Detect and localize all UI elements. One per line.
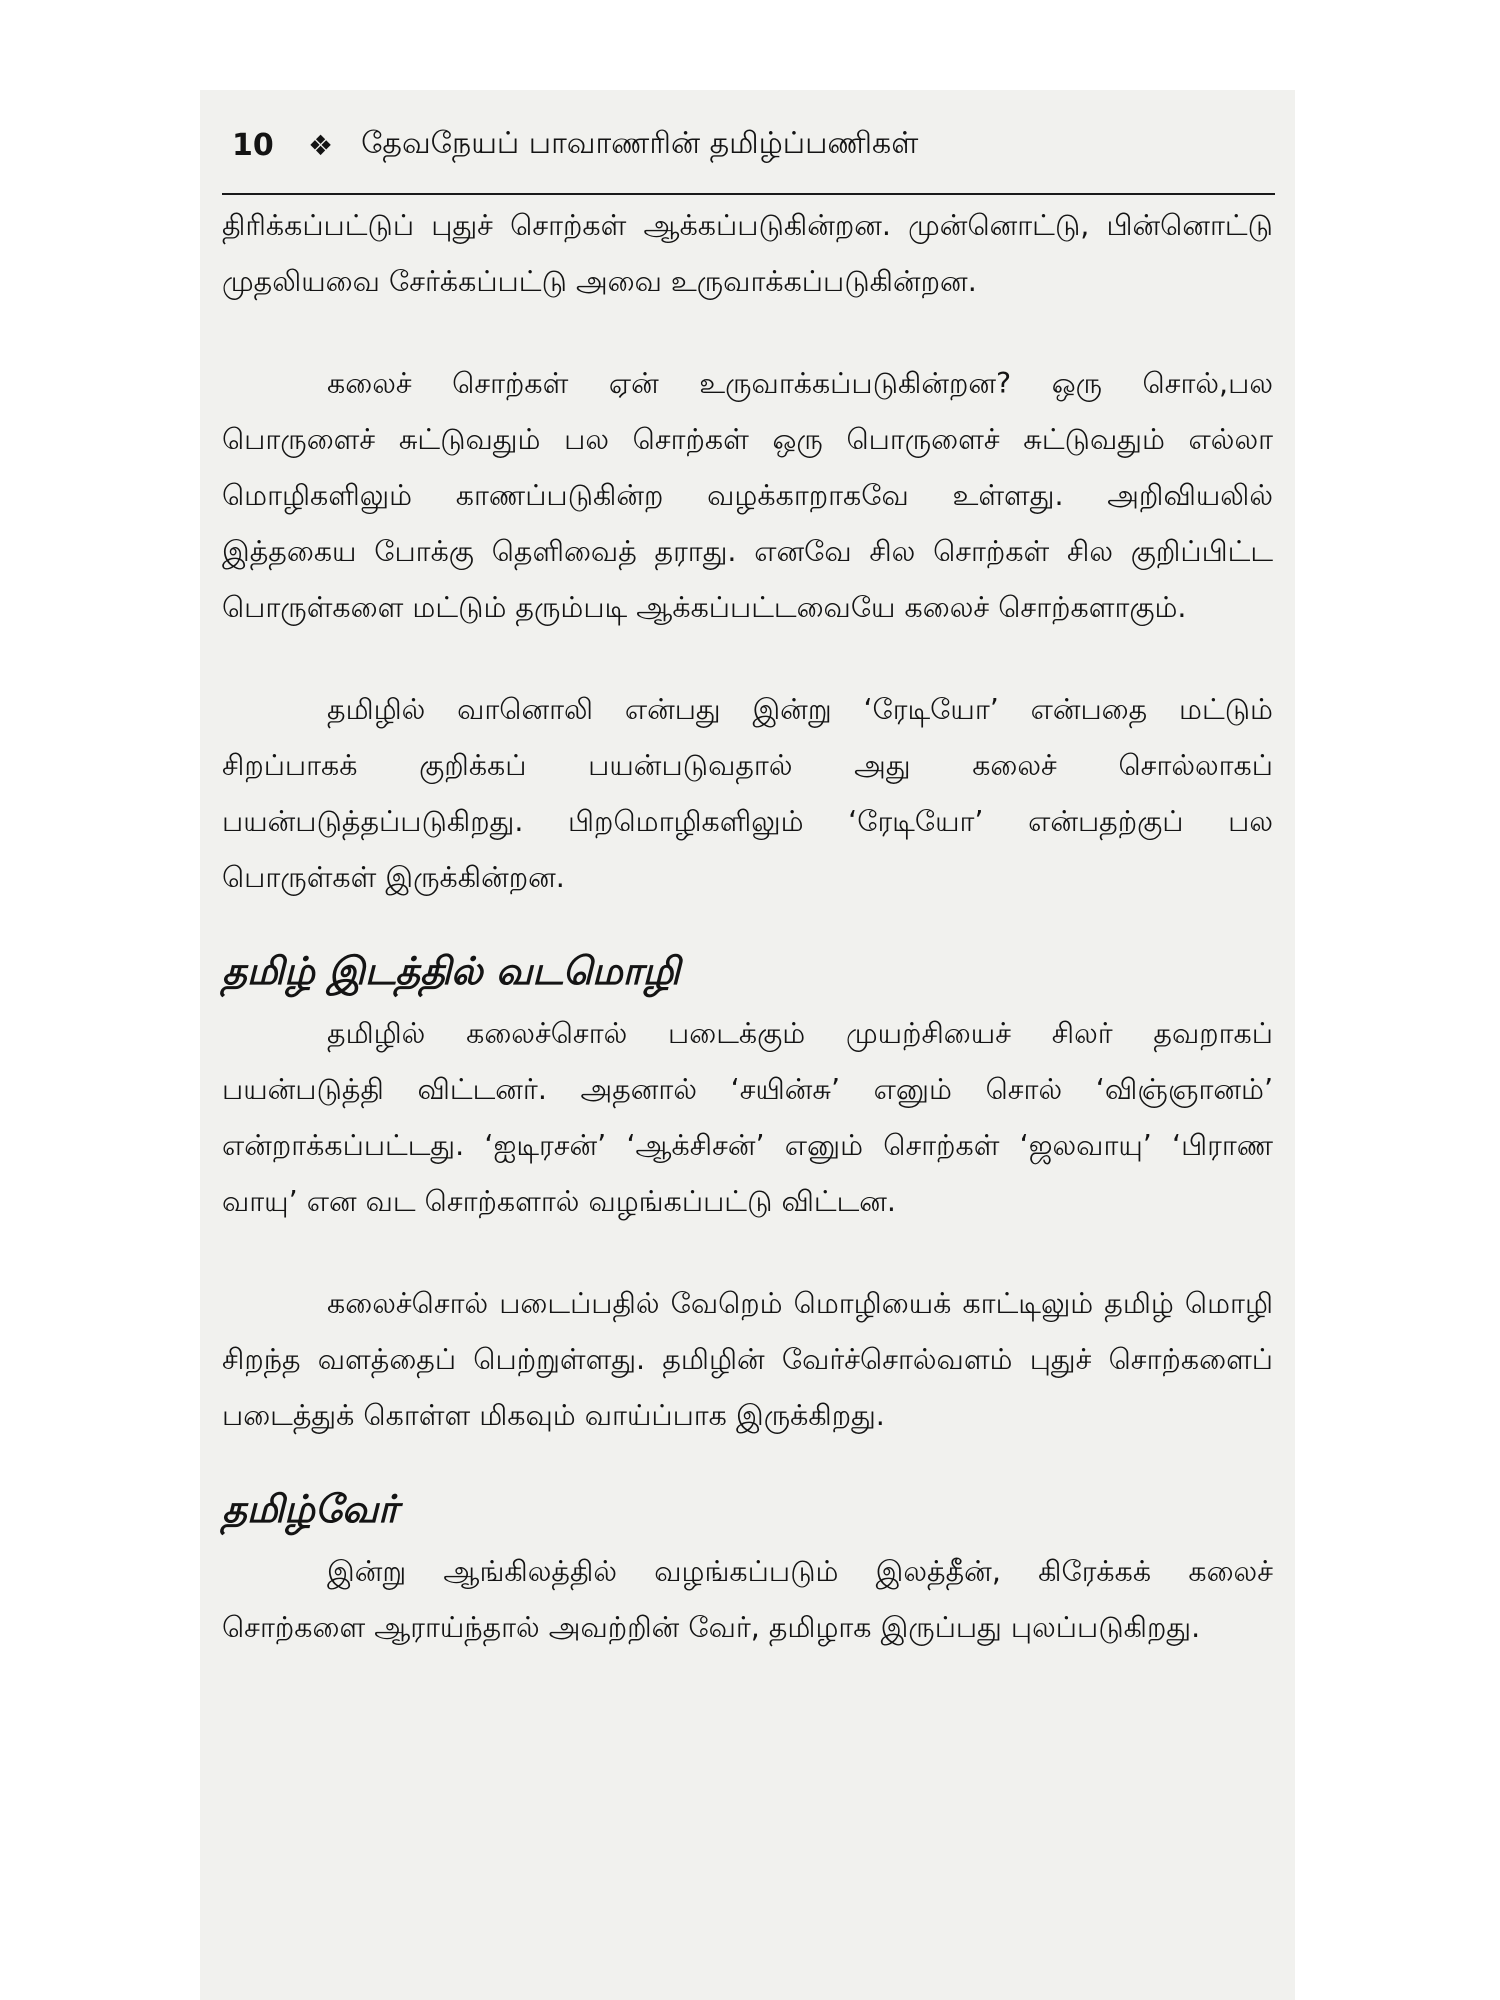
paragraph: தமிழில் வானொலி என்பது இன்று ‘ரேடியோ’ என்பதை மட்டும் சிறப்பாகக் குறிக்கப் பயன்படுவதால் அது கலைச் சொல்லாகப் பயன்படுத்தப்படுகிறது. பிறமொழிகளிலும் ‘ரேடியோ’ என்பதற்குப் பல பொருள்கள் இருக்கின்றன. xyxy=(222,693,1273,894)
ornament-icon: ❖ xyxy=(308,128,334,162)
paragraph-continued: திரிக்கப்பட்டுப் புதுச் சொற்கள் ஆக்கப்படுகின்றன. முன்னொட்டு, பின்னொட்டு முதலியவை சேர்க்கப்பட்டு அவை உருவாக்கப்படுகின்றன. xyxy=(222,209,1273,298)
page-body xyxy=(222,198,1273,1656)
section-heading: தமிழ் இடத்தில் வடமொழி xyxy=(222,949,680,993)
paragraph: கலைச் சொற்கள் ஏன் உருவாக்கப்படுகின்றன? ஒரு சொல்,பல பொருளைச் சுட்டுவதும் பல சொற்கள் ஒரு பொருளைச் சுட்டுவதும் எல்லா மொழிகளிலும் காணப்படுகின்ற வழக்காறாகவே உள்ளது. அறிவியலில் இத்தகைய போக்கு தெளிவைத் தராது. எனவே சில சொற்கள் சில குறிப்பிட்ட பொருள்களை மட்டும் தரும்படி ஆக்கப்பட்டவையே கலைச் சொற்களாகும். xyxy=(222,367,1273,624)
paragraph: தமிழில் கலைச்சொல் படைக்கும் முயற்சியைச் சிலர் தவறாகப் பயன்படுத்தி விட்டனர். அதனால் ‘சயின்சு’ எனும் சொல் ‘விஞ்ஞானம்’ என்றாக்கப்பட்டது. ‘ஐடிரசன்’ ‘ஆக்சிசன்’ எனும் சொற்கள் ‘ஜலவாயு’ ‘பிராண வாயு’ என வட சொற்களால் வழங்கப்பட்டு விட்டன. xyxy=(222,1017,1273,1218)
section-heading: தமிழ்வேர் xyxy=(222,1487,398,1531)
paragraph: கலைச்சொல் படைப்பதில் வேறெம் மொழியைக் காட்டிலும் தமிழ் மொழி சிறந்த வளத்தைப் பெற்றுள்ளது. தமிழின் வேர்ச்சொல்வளம் புதுச் சொற்களைப் படைத்துக் கொள்ள மிகவும் வாய்ப்பாக இருக்கிறது. xyxy=(222,1287,1273,1432)
header-rule xyxy=(222,193,1275,195)
page-number: 10 xyxy=(232,127,274,163)
paragraph: இன்று ஆங்கிலத்தில் வழங்கப்படும் இலத்தீன், கிரேக்கக் கலைச் சொற்களை ஆராய்ந்தால் அவற்றின் வேர், தமிழாக இருப்பது புலப்படுகிறது. xyxy=(222,1555,1273,1644)
book-page xyxy=(200,90,1295,2000)
running-title: தேவநேயப் பாவாணரின் தமிழ்ப்பணிகள் xyxy=(361,125,919,161)
page-header xyxy=(232,120,1271,170)
